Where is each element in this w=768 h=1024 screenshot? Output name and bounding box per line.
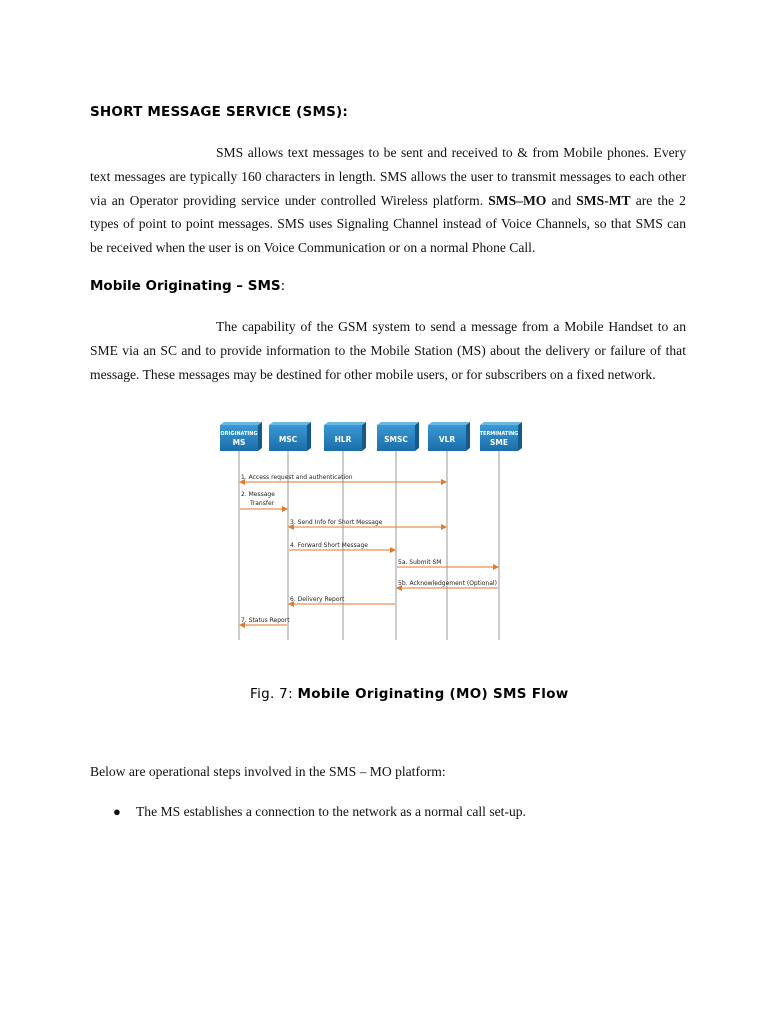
message-label: 5b. Acknowledgement (Optional)	[398, 580, 497, 587]
message-arrow	[289, 596, 395, 604]
node-box-top	[324, 422, 366, 425]
node-box-side	[362, 422, 366, 451]
diagram-node	[269, 422, 311, 451]
message-arrow	[240, 474, 446, 482]
para1-text-3: are the 2 types of point to point messages. SMS uses Signaling Channel instead of Voice Channels, so that SMS can be received when the user is on Voice Communication or on a normal Phone Call.	[90, 192, 686, 256]
node-box-top	[220, 422, 262, 425]
heading-mobile-originating	[90, 278, 285, 294]
para2-text: The capability of the GSM system to send a message from a Mobile Handset to an SME via an SC and to provide information to the Mobile Station (MS) about the delivery or failure of that message. These messages may be destined for other mobile users, or for subscribers on a fixed network.	[90, 319, 686, 382]
message-arrow	[289, 519, 446, 527]
node-box-side	[258, 422, 262, 451]
paragraph-sms-intro	[90, 141, 686, 260]
message-arrow	[240, 617, 290, 625]
caption-prefix: Fig. 7:	[250, 686, 298, 702]
node-box-side	[518, 422, 522, 451]
message-arrow	[289, 542, 395, 550]
para1-bold-mt: SMS-MT	[576, 192, 631, 208]
node-label: VLR	[438, 435, 456, 444]
message-label: 4. Forward Short Message	[290, 542, 368, 549]
node-label: SMSC	[384, 435, 408, 444]
caption-title: Mobile Originating (MO) SMS Flow	[297, 686, 569, 702]
para1-text-2: and	[546, 192, 577, 208]
heading-sms: SHORT MESSAGE SERVICE (SMS):	[90, 104, 348, 120]
message-arrow	[240, 491, 287, 509]
node-box-top	[428, 422, 470, 425]
message-label: 7. Status Report	[241, 617, 290, 624]
message-label: 2. Message	[241, 491, 275, 498]
diagram-node	[377, 422, 419, 451]
node-label: MS	[232, 438, 246, 447]
diagram-node	[220, 422, 262, 451]
list-item-text: The MS establishes a connection to the network as a normal call set-up.	[136, 804, 526, 819]
node-role-label: ORIGINATING	[220, 431, 258, 437]
heading-mo-rest: :	[280, 278, 286, 294]
message-arrow	[397, 580, 498, 588]
message-label: 3. Send Info for Short Message	[290, 519, 383, 526]
message-label: 5a. Submit SM	[398, 559, 442, 566]
node-label: SME	[490, 438, 508, 447]
node-label: MSC	[278, 435, 298, 444]
list-item	[113, 804, 526, 820]
node-box-top	[480, 422, 522, 425]
message-label: 1. Access request and authentication	[241, 474, 353, 481]
node-box-side	[307, 422, 311, 451]
node-role-label: TERMINATING	[479, 431, 519, 437]
heading-mo-bold: Mobile Originating – SMS	[90, 278, 281, 294]
node-box-side	[415, 422, 419, 451]
figure-caption	[250, 686, 569, 702]
diagram-node	[428, 422, 470, 451]
node-box-side	[466, 422, 470, 451]
node-box-top	[269, 422, 311, 425]
operational-steps-intro: Below are operational steps involved in the SMS – MO platform:	[90, 764, 446, 779]
bullet-icon: ●	[113, 804, 121, 819]
message-label-line2: Transfer	[250, 500, 275, 507]
message-label: 6. Delivery Report	[290, 596, 345, 603]
paragraph-mo-description	[90, 315, 686, 386]
para1-bold-mo: SMS–MO	[488, 192, 547, 208]
diagram-node	[324, 422, 366, 451]
node-label: HLR	[334, 435, 352, 444]
mo-sms-flow-diagram	[219, 420, 529, 642]
para1-text-1: SMS allows text messages to be sent and received to & from Mobile phones. Every text messages are typically 160 characters in length. SMS allows the user to transmit messages to each other via an Operator providing service under controlled Wireless platform.	[90, 145, 686, 208]
diagram-node	[480, 422, 522, 451]
node-box-top	[377, 422, 419, 425]
